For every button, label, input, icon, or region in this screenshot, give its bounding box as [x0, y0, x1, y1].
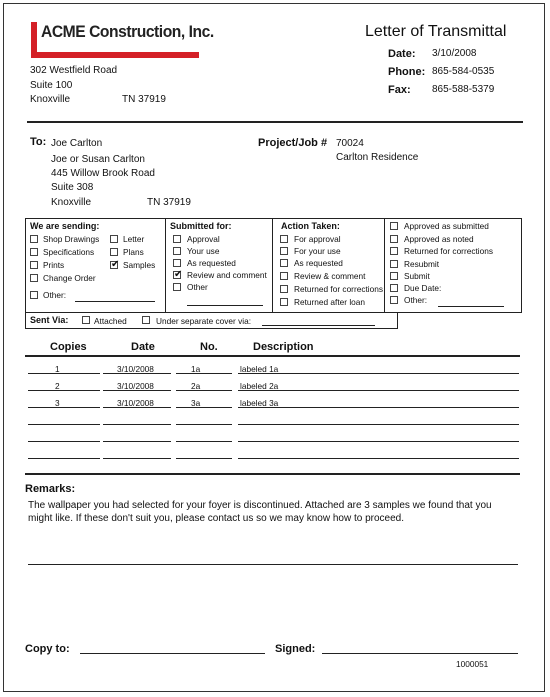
action-returned-loan-label: Returned after loan	[294, 297, 366, 307]
sending-samples-checkbox[interactable]	[110, 261, 118, 269]
logo-accent-horizontal	[31, 52, 199, 58]
signed-label: Signed:	[275, 643, 316, 655]
phone-value: 865-584-0535	[432, 66, 495, 77]
options-grid	[25, 218, 522, 313]
sending-shop-drawings-checkbox[interactable]	[30, 235, 38, 243]
action-approved-noted-label: Approved as noted	[404, 234, 474, 244]
remarks-label: Remarks:	[25, 483, 76, 495]
table-header-rule	[25, 355, 520, 357]
sending-letter-checkbox[interactable]	[110, 235, 118, 243]
recipient-city: Knoxville	[51, 197, 92, 208]
submitted-header: Submitted for:	[170, 221, 232, 231]
action-resubmit-checkbox[interactable]	[390, 260, 398, 268]
recipient-state-zip: TN 37919	[147, 197, 191, 208]
col-header-date: Date	[131, 341, 155, 353]
sending-plans-checkbox[interactable]	[110, 248, 118, 256]
action-returned-corrections-checkbox[interactable]	[280, 285, 288, 293]
sending-change-order-checkbox[interactable]	[30, 274, 38, 282]
fax-value: 865-588-5379	[432, 84, 495, 95]
check-mark-icon: ✔	[111, 259, 120, 270]
table-cell: 2a	[191, 381, 201, 391]
sent-via-field[interactable]	[262, 325, 375, 326]
sending-header: We are sending:	[30, 221, 100, 231]
grid-divider-2	[272, 218, 273, 313]
action-as-requested-checkbox[interactable]	[280, 259, 288, 267]
fax-label: Fax:	[388, 84, 411, 96]
remarks-line-2: might like. If these don't suit you, please contact us so we may know how to proceed.	[28, 513, 404, 524]
action-review-comment-checkbox[interactable]	[280, 272, 288, 280]
recipient-line-3: 445 Willow Brook Road	[51, 168, 155, 179]
grid-divider-3	[384, 218, 385, 313]
sending-plans-label: Plans	[123, 247, 144, 257]
action-submit-checkbox[interactable]	[390, 272, 398, 280]
table-cell: 1a	[191, 364, 201, 374]
table-cell: labeled 3a	[240, 398, 279, 408]
remarks-line-1: The wallpaper you had selected for your foyer is discontinued. Attached are 3 samples we found that you	[28, 500, 492, 511]
submitted-approval-checkbox[interactable]	[173, 235, 181, 243]
phone-label: Phone:	[388, 66, 426, 78]
sending-specifications-label: Specifications	[43, 247, 95, 257]
action-review-comment-label: Review & comment	[294, 271, 366, 281]
submitted-your-use-label: Your use	[187, 246, 220, 256]
submitted-as-requested-label: As requested	[187, 258, 236, 268]
sending-letter-label: Letter	[123, 234, 145, 244]
company-state-zip: TN 37919	[122, 94, 166, 105]
action-for-your-use-checkbox[interactable]	[280, 247, 288, 255]
table-cell: 3	[55, 398, 60, 408]
action-submit-label: Submit	[404, 271, 430, 281]
action-as-requested-label: As requested	[294, 258, 343, 268]
sent-via-separate-checkbox[interactable]	[142, 316, 150, 324]
date-label: Date:	[388, 48, 416, 60]
recipient-line-2: Joe or Susan Carlton	[51, 154, 145, 165]
action-approved-submitted-checkbox[interactable]	[390, 222, 398, 230]
company-logo: ACME Construction, Inc.	[41, 22, 214, 41]
sending-other-checkbox[interactable]	[30, 291, 38, 299]
table-cell: 3a	[191, 398, 201, 408]
date-value: 3/10/2008	[432, 48, 477, 59]
copy-to-field[interactable]	[80, 653, 265, 654]
sent-via-separate-label: Under separate cover via:	[156, 316, 252, 326]
grid-divider-1	[165, 218, 166, 313]
sent-via-attached-label: Attached	[94, 316, 127, 326]
check-mark-icon: ✔	[174, 269, 183, 280]
action-returned-corrections-2-label: Returned for corrections	[404, 246, 494, 256]
action-returned-corrections-label: Returned for corrections	[294, 284, 384, 294]
table-cell: 3/10/2008	[117, 381, 154, 391]
sent-via-label: Sent Via:	[30, 315, 69, 325]
table-bottom-rule	[25, 473, 520, 475]
company-city: Knoxville	[30, 94, 71, 105]
action-approved-noted-checkbox[interactable]	[390, 235, 398, 243]
sending-specifications-checkbox[interactable]	[30, 248, 38, 256]
sending-other-field[interactable]	[75, 301, 155, 302]
action-header: Action Taken:	[281, 221, 340, 231]
action-returned-corrections-2-checkbox[interactable]	[390, 247, 398, 255]
sending-samples-label: Samples	[123, 260, 156, 270]
sending-other-label: Other:	[43, 290, 67, 300]
table-cell: 2	[55, 381, 60, 391]
action-for-your-use-label: For your use	[294, 246, 341, 256]
sent-via-attached-checkbox[interactable]	[82, 316, 90, 324]
table-cell: labeled 1a	[240, 364, 279, 374]
submitted-other-field[interactable]	[187, 305, 263, 306]
col-header-copies: Copies	[50, 341, 87, 353]
form-number: 1000051	[456, 659, 489, 669]
sending-prints-checkbox[interactable]	[30, 261, 38, 269]
col-header-description: Description	[253, 341, 314, 353]
project-name: Carlton Residence	[336, 152, 419, 163]
project-number: 70024	[336, 138, 364, 149]
action-other-label: Other:	[404, 295, 428, 305]
submitted-review-comment-label: Review and comment	[187, 270, 267, 280]
submitted-review-comment-checkbox[interactable]	[173, 271, 181, 279]
signature-field[interactable]	[322, 653, 518, 654]
copy-to-label: Copy to:	[25, 643, 70, 655]
project-label: Project/Job #	[258, 137, 328, 149]
action-other-field[interactable]	[438, 306, 504, 307]
recipient-line-1: Joe Carlton	[51, 138, 103, 149]
remarks-line-field[interactable]	[28, 564, 518, 565]
submitted-as-requested-checkbox[interactable]	[173, 259, 181, 267]
action-due-date-label: Due Date:	[404, 283, 442, 293]
action-approved-submitted-label: Approved as submitted	[404, 221, 489, 231]
col-header-no: No.	[200, 341, 218, 353]
recipient-line-4: Suite 308	[51, 182, 94, 193]
submitted-other-label: Other	[187, 282, 208, 292]
sending-shop-drawings-label: Shop Drawings	[43, 234, 100, 244]
action-for-approval-label: For approval	[294, 234, 341, 244]
table-cell: 1	[55, 364, 60, 374]
sending-prints-label: Prints	[43, 260, 65, 270]
submitted-approval-label: Approval	[187, 234, 220, 244]
company-address-1: 302 Westfield Road	[30, 65, 118, 76]
document-title: Letter of Transmittal	[365, 23, 507, 40]
table-cell: labeled 2a	[240, 381, 279, 391]
action-due-date-checkbox[interactable]	[390, 284, 398, 292]
submitted-your-use-checkbox[interactable]	[173, 247, 181, 255]
table-cell: 3/10/2008	[117, 364, 154, 374]
action-resubmit-label: Resubmit	[404, 259, 440, 269]
action-returned-loan-checkbox[interactable]	[280, 298, 288, 306]
company-address-2: Suite 100	[30, 80, 73, 91]
action-other-checkbox[interactable]	[390, 296, 398, 304]
header-divider	[27, 121, 523, 123]
to-label: To:	[30, 136, 47, 148]
submitted-other-checkbox[interactable]	[173, 283, 181, 291]
action-for-approval-checkbox[interactable]	[280, 235, 288, 243]
sending-change-order-label: Change Order	[43, 273, 96, 283]
table-cell: 3/10/2008	[117, 398, 154, 408]
